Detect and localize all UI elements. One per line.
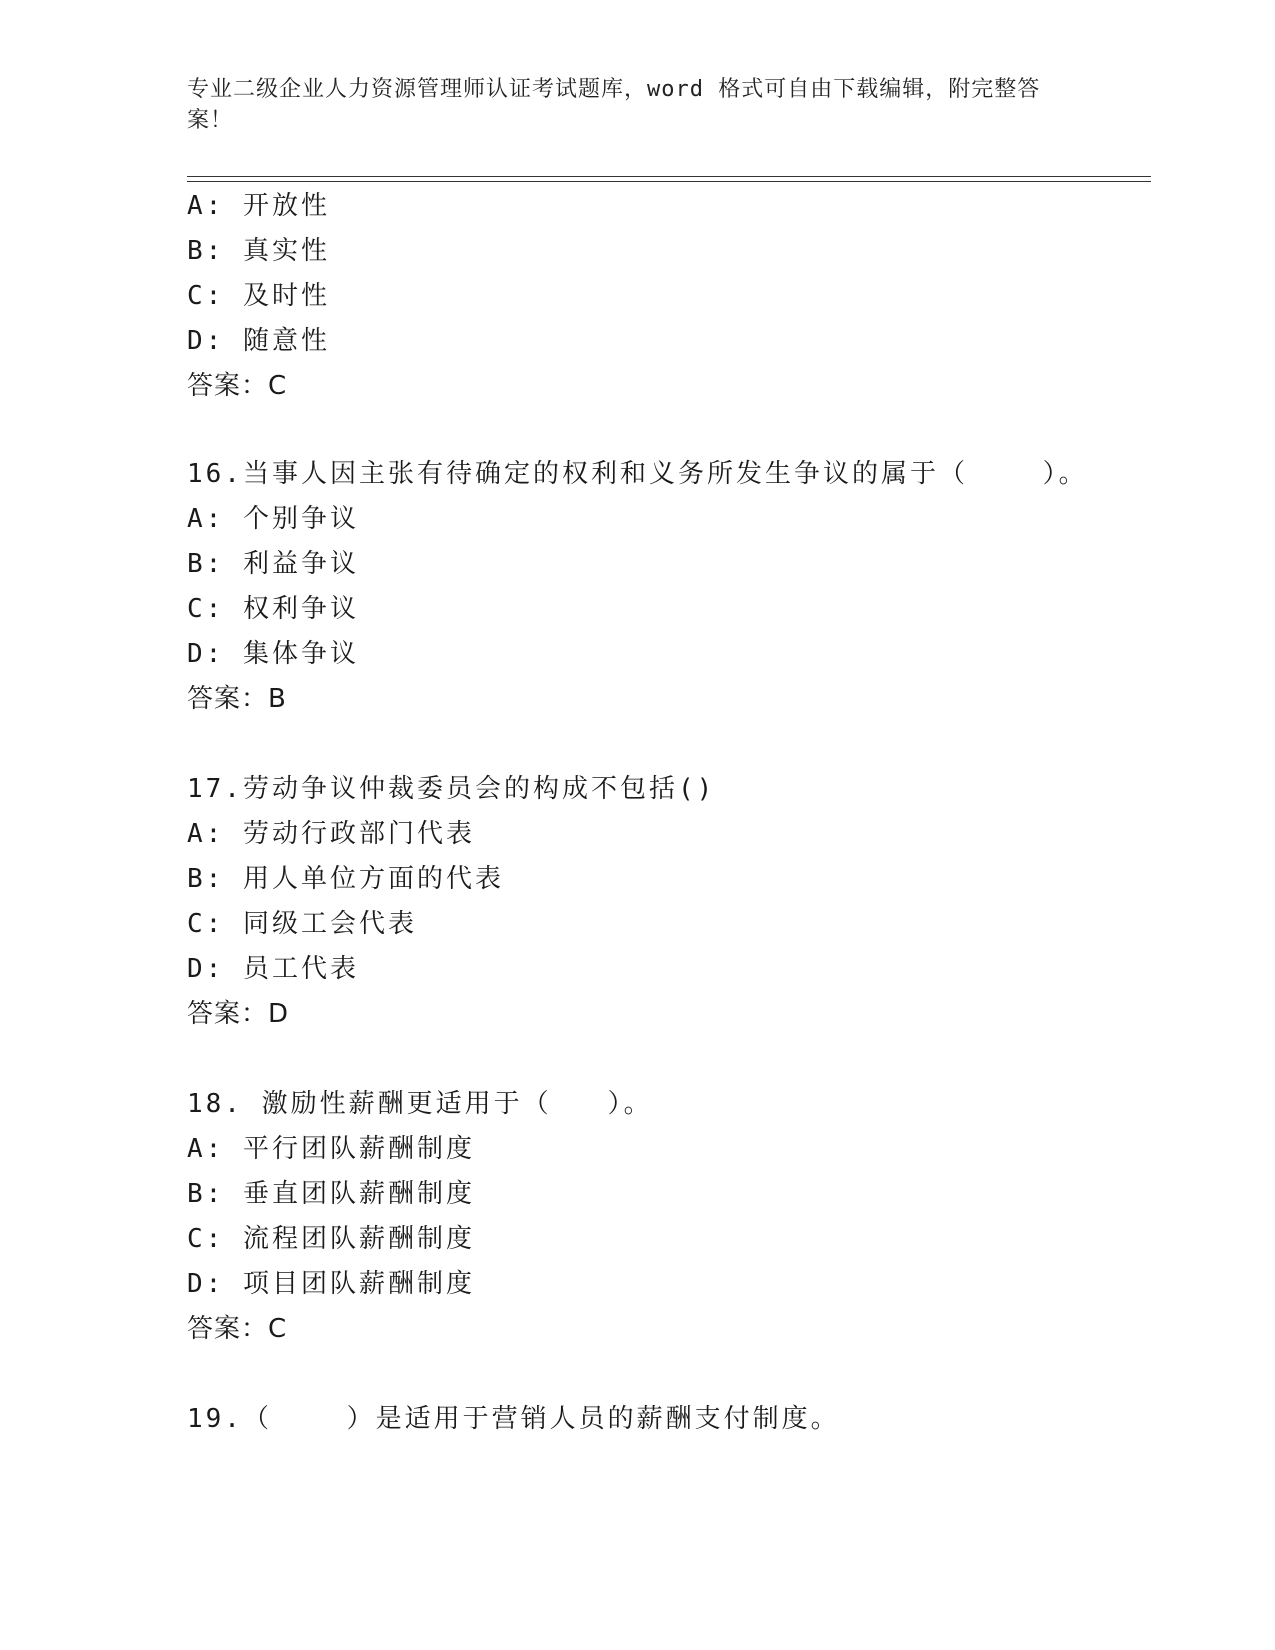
q17-option-c: C: 同级工会代表 (187, 909, 417, 939)
q18-question: 18. 激励性薪酬更适用于（ ）。 (187, 1089, 653, 1119)
q18-option-c: C: 流程团队薪酬制度 (187, 1224, 475, 1254)
q18-option-b: B: 垂直团队薪酬制度 (187, 1179, 475, 1209)
q16-option-a: A: 个别争议 (187, 504, 359, 534)
q18-option-a: A: 平行团队薪酬制度 (187, 1134, 475, 1164)
q16-option-d: D: 集体争议 (187, 639, 359, 669)
q15-option-c: C: 及时性 (187, 281, 330, 311)
header-rule-bottom (187, 181, 1151, 182)
q19-question: 19.（ ）是适用于营销人员的薪酬支付制度。 (187, 1404, 840, 1434)
q15-option-b: B: 真实性 (187, 236, 330, 266)
q17-question: 17.劳动争议仲裁委员会的构成不包括() (187, 774, 716, 804)
q17-answer: 答案：D (187, 999, 290, 1029)
q16-question: 16.当事人因主张有待确定的权利和义务所发生争议的属于（ ）。 (187, 459, 1088, 489)
q15-option-d: D: 随意性 (187, 326, 330, 356)
header-rule-top (187, 176, 1151, 177)
q17-option-b: B: 用人单位方面的代表 (187, 864, 504, 894)
q15-answer: 答案：C (187, 371, 288, 401)
document-header: 专业二级企业人力资源管理师认证考试题库，word 格式可自由下载编辑，附完整答案！ (187, 77, 1041, 133)
q17-option-d: D: 员工代表 (187, 954, 359, 984)
q18-answer: 答案：C (187, 1314, 288, 1344)
q16-option-c: C: 权利争议 (187, 594, 359, 624)
q17-option-a: A: 劳动行政部门代表 (187, 819, 475, 849)
q16-answer: 答案：B (187, 684, 287, 714)
q16-option-b: B: 利益争议 (187, 549, 359, 579)
q15-option-a: A: 开放性 (187, 191, 330, 221)
q18-option-d: D: 项目团队薪酬制度 (187, 1269, 475, 1299)
